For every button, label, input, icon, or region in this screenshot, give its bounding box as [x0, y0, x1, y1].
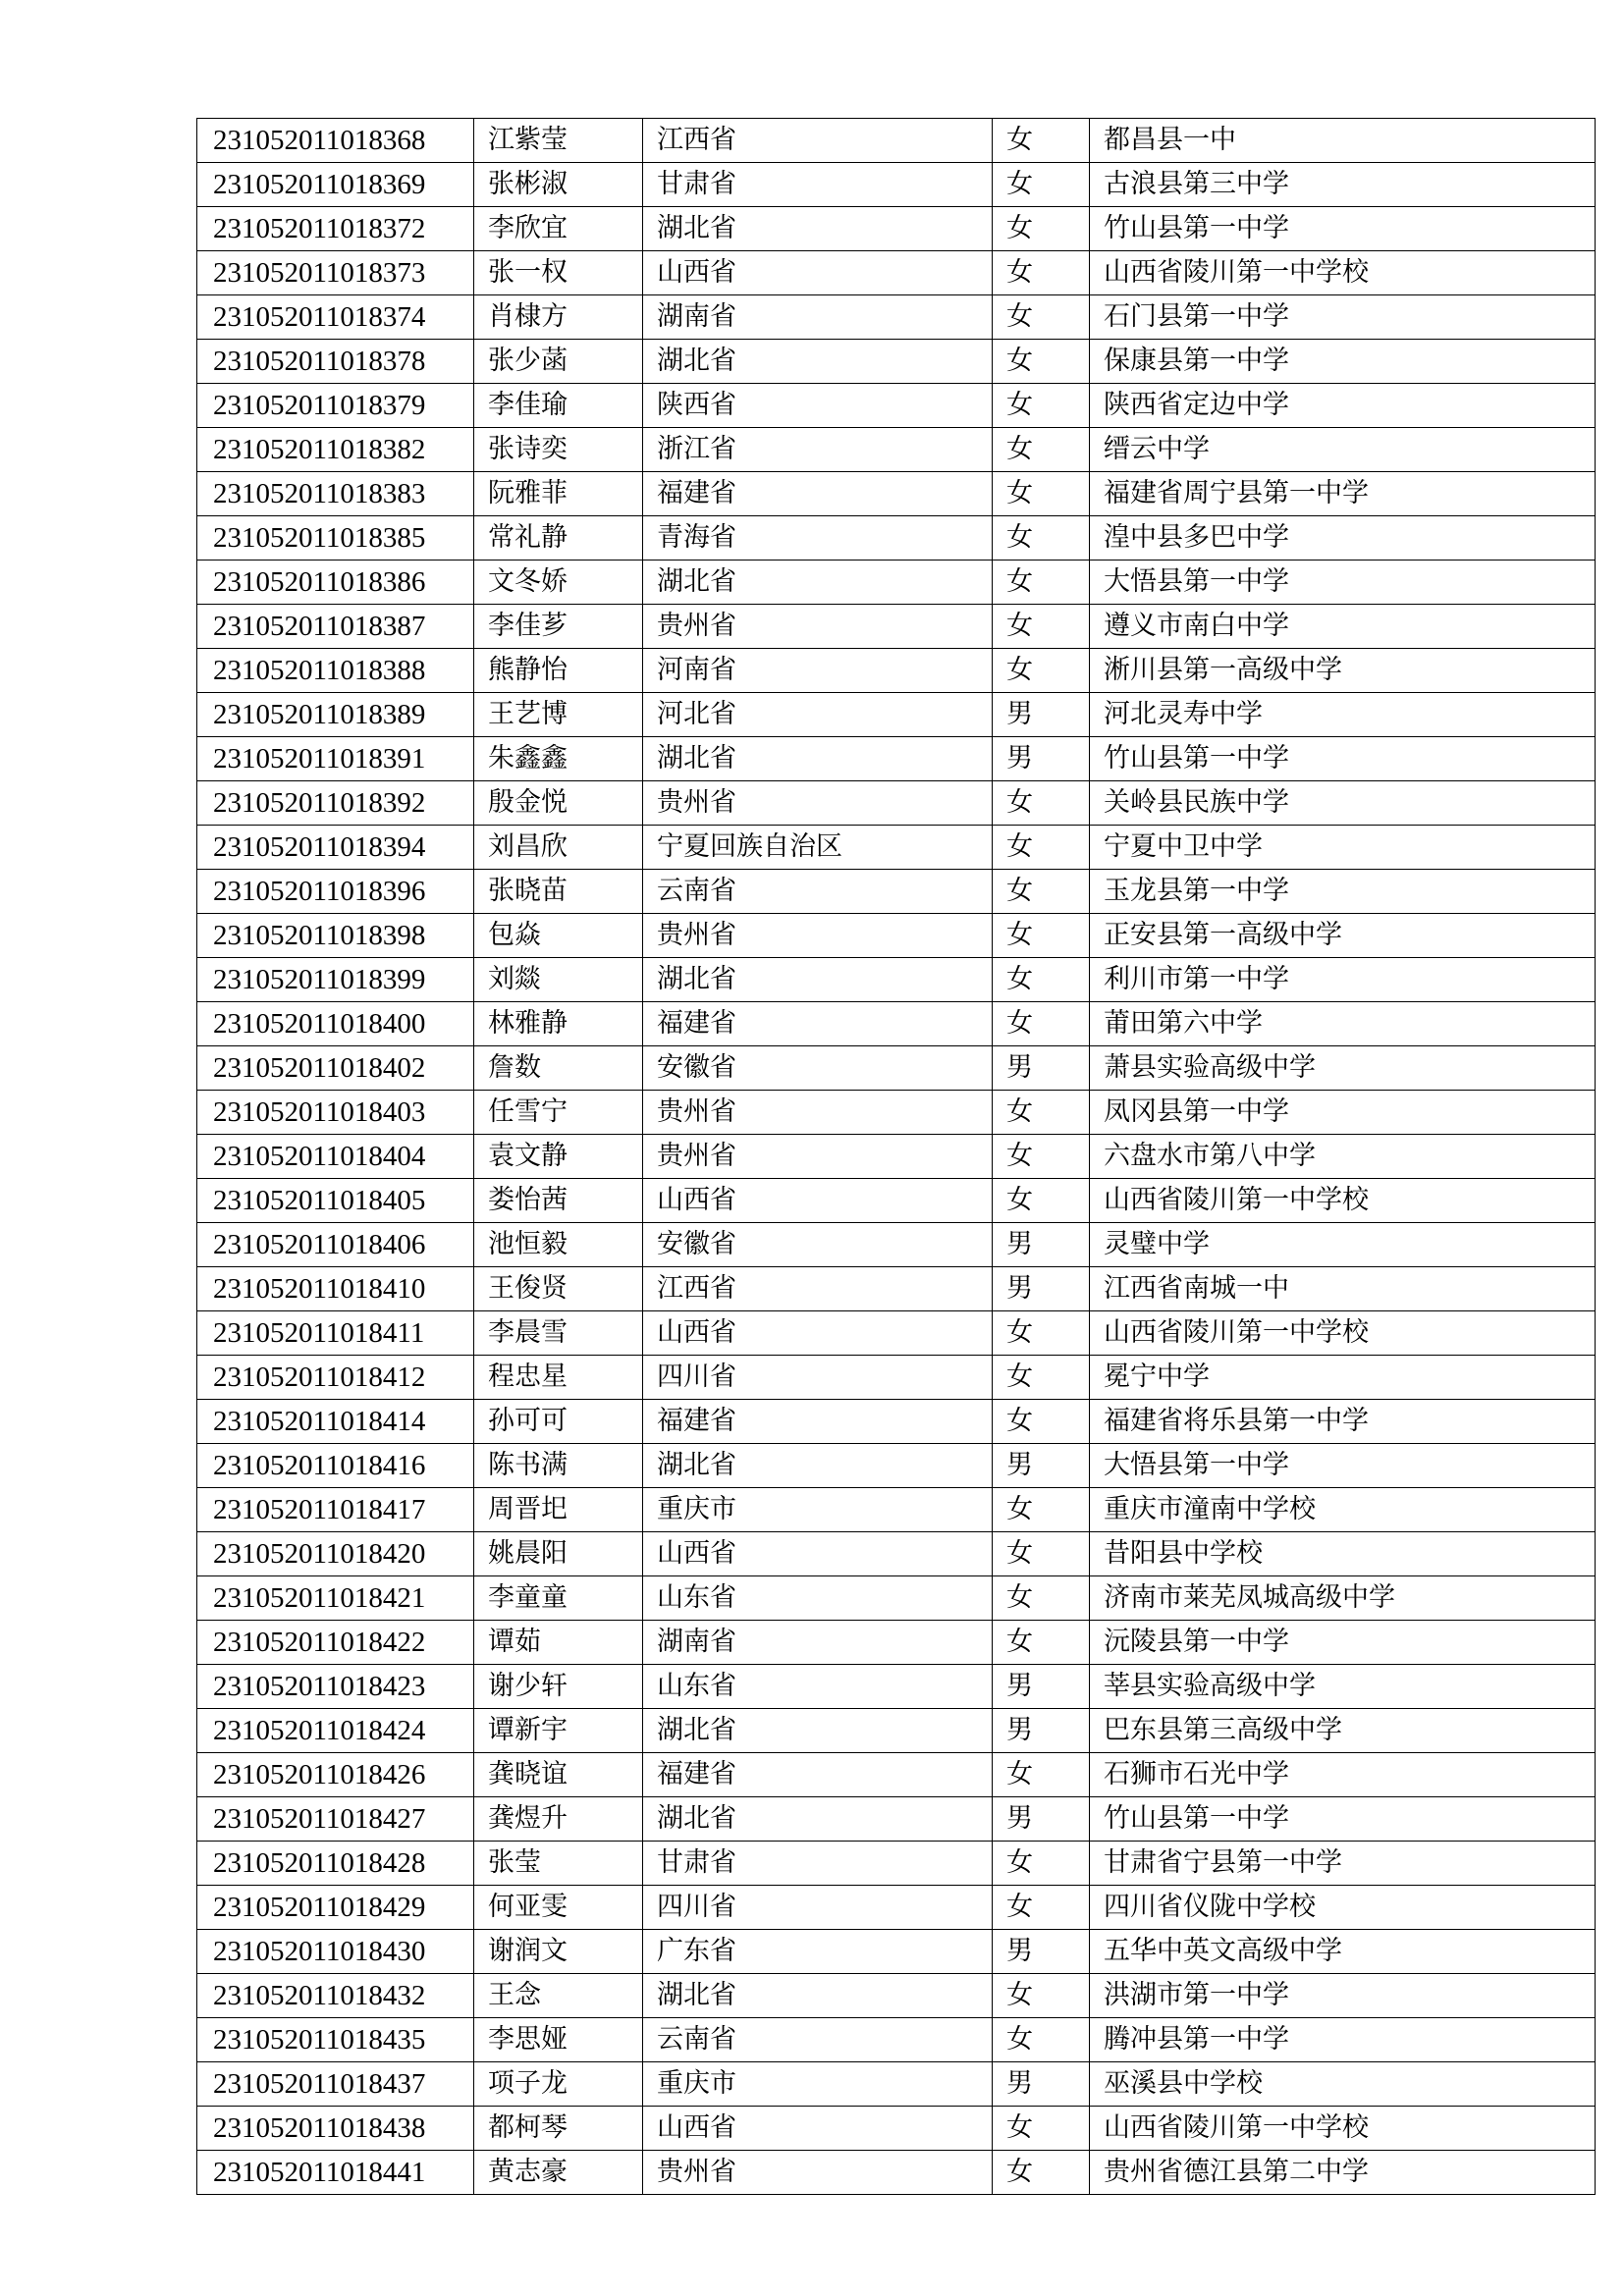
- province-cell: 福建省: [643, 1400, 993, 1444]
- student-table: [196, 118, 1596, 2195]
- student-id-cell: 231052011018394: [197, 826, 474, 870]
- student-id-cell: 231052011018400: [197, 1002, 474, 1046]
- table-row: [197, 1135, 1596, 1179]
- student-name-cell: 都柯琴: [474, 2107, 643, 2151]
- table-row: [197, 1665, 1596, 1709]
- student-id-cell: 231052011018391: [197, 737, 474, 781]
- gender-cell: 女: [993, 384, 1090, 428]
- school-cell: 大悟县第一中学: [1090, 1444, 1596, 1488]
- student-id-cell: 231052011018406: [197, 1223, 474, 1267]
- student-name-cell: 娄怡茜: [474, 1179, 643, 1223]
- province-cell: 四川省: [643, 1886, 993, 1930]
- table-row: [197, 1753, 1596, 1797]
- school-cell: 甘肃省宁县第一中学: [1090, 1842, 1596, 1886]
- table-row: [197, 1974, 1596, 2018]
- province-cell: 湖南省: [643, 295, 993, 340]
- table-row: [197, 2107, 1596, 2151]
- student-id-cell: 231052011018421: [197, 1576, 474, 1621]
- gender-cell: 男: [993, 1797, 1090, 1842]
- student-name-cell: 周晋圯: [474, 1488, 643, 1532]
- table-row: [197, 1179, 1596, 1223]
- student-name-cell: 程忠星: [474, 1356, 643, 1400]
- gender-cell: 女: [993, 2018, 1090, 2062]
- province-cell: 贵州省: [643, 2151, 993, 2195]
- table-row: [197, 1223, 1596, 1267]
- school-cell: 江西省南城一中: [1090, 1267, 1596, 1311]
- gender-cell: 女: [993, 207, 1090, 251]
- table-row: [197, 1311, 1596, 1356]
- school-cell: 福建省将乐县第一中学: [1090, 1400, 1596, 1444]
- student-name-cell: 刘燚: [474, 958, 643, 1002]
- table-row: [197, 295, 1596, 340]
- student-id-cell: 231052011018424: [197, 1709, 474, 1753]
- school-cell: 利川市第一中学: [1090, 958, 1596, 1002]
- province-cell: 湖北省: [643, 737, 993, 781]
- province-cell: 山西省: [643, 1532, 993, 1576]
- student-id-cell: 231052011018398: [197, 914, 474, 958]
- student-id-cell: 231052011018437: [197, 2062, 474, 2107]
- gender-cell: 女: [993, 1621, 1090, 1665]
- table-row: [197, 1532, 1596, 1576]
- student-id-cell: 231052011018402: [197, 1046, 474, 1091]
- gender-cell: 女: [993, 605, 1090, 649]
- province-cell: 湖北省: [643, 340, 993, 384]
- table-row: [197, 163, 1596, 207]
- gender-cell: 男: [993, 1223, 1090, 1267]
- province-cell: 云南省: [643, 2018, 993, 2062]
- student-id-cell: 231052011018403: [197, 1091, 474, 1135]
- student-id-cell: 231052011018429: [197, 1886, 474, 1930]
- student-id-cell: 231052011018420: [197, 1532, 474, 1576]
- student-name-cell: 姚晨阳: [474, 1532, 643, 1576]
- student-name-cell: 谢润文: [474, 1930, 643, 1974]
- student-id-cell: 231052011018392: [197, 781, 474, 826]
- table-row: [197, 1444, 1596, 1488]
- student-id-cell: 231052011018432: [197, 1974, 474, 2018]
- student-id-cell: 231052011018426: [197, 1753, 474, 1797]
- school-cell: 遵义市南白中学: [1090, 605, 1596, 649]
- gender-cell: 女: [993, 870, 1090, 914]
- table-row: [197, 1002, 1596, 1046]
- student-name-cell: 黄志豪: [474, 2151, 643, 2195]
- student-name-cell: 陈书满: [474, 1444, 643, 1488]
- province-cell: 山西省: [643, 1179, 993, 1223]
- student-name-cell: 常礼静: [474, 516, 643, 561]
- student-id-cell: 231052011018396: [197, 870, 474, 914]
- table-row: [197, 251, 1596, 295]
- student-id-cell: 231052011018414: [197, 1400, 474, 1444]
- student-name-cell: 袁文静: [474, 1135, 643, 1179]
- gender-cell: 女: [993, 1488, 1090, 1532]
- province-cell: 山西省: [643, 1311, 993, 1356]
- student-name-cell: 朱鑫鑫: [474, 737, 643, 781]
- student-name-cell: 阮雅菲: [474, 472, 643, 516]
- student-name-cell: 张一权: [474, 251, 643, 295]
- gender-cell: 男: [993, 1665, 1090, 1709]
- student-id-cell: 231052011018404: [197, 1135, 474, 1179]
- school-cell: 巴东县第三高级中学: [1090, 1709, 1596, 1753]
- province-cell: 贵州省: [643, 914, 993, 958]
- school-cell: 凤冈县第一中学: [1090, 1091, 1596, 1135]
- school-cell: 石门县第一中学: [1090, 295, 1596, 340]
- student-name-cell: 王俊贤: [474, 1267, 643, 1311]
- table-row: [197, 207, 1596, 251]
- school-cell: 河北灵寿中学: [1090, 693, 1596, 737]
- table-row: [197, 1797, 1596, 1842]
- province-cell: 江西省: [643, 119, 993, 163]
- province-cell: 江西省: [643, 1267, 993, 1311]
- school-cell: 四川省仪陇中学校: [1090, 1886, 1596, 1930]
- table-row: [197, 428, 1596, 472]
- province-cell: 云南省: [643, 870, 993, 914]
- province-cell: 甘肃省: [643, 1842, 993, 1886]
- province-cell: 福建省: [643, 472, 993, 516]
- gender-cell: 女: [993, 1091, 1090, 1135]
- school-cell: 竹山县第一中学: [1090, 207, 1596, 251]
- student-name-cell: 孙可可: [474, 1400, 643, 1444]
- student-name-cell: 龚晓谊: [474, 1753, 643, 1797]
- student-id-cell: 231052011018382: [197, 428, 474, 472]
- table-row: [197, 1709, 1596, 1753]
- gender-cell: 男: [993, 737, 1090, 781]
- province-cell: 山西省: [643, 2107, 993, 2151]
- school-cell: 山西省陵川第一中学校: [1090, 2107, 1596, 2151]
- student-id-cell: 231052011018383: [197, 472, 474, 516]
- student-id-cell: 231052011018405: [197, 1179, 474, 1223]
- student-name-cell: 江紫莹: [474, 119, 643, 163]
- table-row: [197, 1842, 1596, 1886]
- student-id-cell: 231052011018430: [197, 1930, 474, 1974]
- gender-cell: 女: [993, 1179, 1090, 1223]
- table-row: [197, 1488, 1596, 1532]
- school-cell: 灵璧中学: [1090, 1223, 1596, 1267]
- gender-cell: 女: [993, 914, 1090, 958]
- table-row: [197, 340, 1596, 384]
- student-name-cell: 龚煜升: [474, 1797, 643, 1842]
- province-cell: 贵州省: [643, 1091, 993, 1135]
- province-cell: 重庆市: [643, 1488, 993, 1532]
- province-cell: 福建省: [643, 1753, 993, 1797]
- student-name-cell: 李童童: [474, 1576, 643, 1621]
- student-id-cell: 231052011018422: [197, 1621, 474, 1665]
- student-name-cell: 张少菡: [474, 340, 643, 384]
- student-id-cell: 231052011018416: [197, 1444, 474, 1488]
- school-cell: 石狮市石光中学: [1090, 1753, 1596, 1797]
- table-row: [197, 693, 1596, 737]
- gender-cell: 女: [993, 340, 1090, 384]
- gender-cell: 女: [993, 472, 1090, 516]
- province-cell: 青海省: [643, 516, 993, 561]
- province-cell: 宁夏回族自治区: [643, 826, 993, 870]
- school-cell: 昔阳县中学校: [1090, 1532, 1596, 1576]
- student-id-cell: 231052011018372: [197, 207, 474, 251]
- student-name-cell: 李晨雪: [474, 1311, 643, 1356]
- student-name-cell: 詹数: [474, 1046, 643, 1091]
- gender-cell: 女: [993, 2107, 1090, 2151]
- table-row: [197, 1046, 1596, 1091]
- school-cell: 腾冲县第一中学: [1090, 2018, 1596, 2062]
- student-name-cell: 谭茹: [474, 1621, 643, 1665]
- student-id-cell: 231052011018387: [197, 605, 474, 649]
- school-cell: 山西省陵川第一中学校: [1090, 1311, 1596, 1356]
- table-row: [197, 958, 1596, 1002]
- student-id-cell: 231052011018369: [197, 163, 474, 207]
- school-cell: 竹山县第一中学: [1090, 1797, 1596, 1842]
- student-id-cell: 231052011018374: [197, 295, 474, 340]
- province-cell: 贵州省: [643, 781, 993, 826]
- province-cell: 湖北省: [643, 1444, 993, 1488]
- school-cell: 莘县实验高级中学: [1090, 1665, 1596, 1709]
- gender-cell: 女: [993, 251, 1090, 295]
- school-cell: 沅陵县第一中学: [1090, 1621, 1596, 1665]
- student-id-cell: 231052011018399: [197, 958, 474, 1002]
- table-row: [197, 781, 1596, 826]
- student-name-cell: 张莹: [474, 1842, 643, 1886]
- student-name-cell: 刘昌欣: [474, 826, 643, 870]
- student-name-cell: 张晓苗: [474, 870, 643, 914]
- student-name-cell: 张彬淑: [474, 163, 643, 207]
- gender-cell: 女: [993, 1532, 1090, 1576]
- school-cell: 古浪县第三中学: [1090, 163, 1596, 207]
- school-cell: 山西省陵川第一中学校: [1090, 251, 1596, 295]
- gender-cell: 男: [993, 1930, 1090, 1974]
- student-name-cell: 何亚雯: [474, 1886, 643, 1930]
- gender-cell: 女: [993, 2151, 1090, 2195]
- student-id-cell: 231052011018423: [197, 1665, 474, 1709]
- student-id-cell: 231052011018435: [197, 2018, 474, 2062]
- table-row: [197, 1621, 1596, 1665]
- student-name-cell: 谭新宇: [474, 1709, 643, 1753]
- gender-cell: 女: [993, 1356, 1090, 1400]
- province-cell: 安徽省: [643, 1223, 993, 1267]
- table-row: [197, 2018, 1596, 2062]
- school-cell: 宁夏中卫中学: [1090, 826, 1596, 870]
- province-cell: 湖北省: [643, 561, 993, 605]
- gender-cell: 男: [993, 1709, 1090, 1753]
- province-cell: 山西省: [643, 251, 993, 295]
- student-id-cell: 231052011018438: [197, 2107, 474, 2151]
- school-cell: 湟中县多巴中学: [1090, 516, 1596, 561]
- table-row: [197, 737, 1596, 781]
- gender-cell: 女: [993, 295, 1090, 340]
- table-row: [197, 1091, 1596, 1135]
- student-name-cell: 包焱: [474, 914, 643, 958]
- student-name-cell: 殷金悦: [474, 781, 643, 826]
- province-cell: 甘肃省: [643, 163, 993, 207]
- student-id-cell: 231052011018389: [197, 693, 474, 737]
- school-cell: 山西省陵川第一中学校: [1090, 1179, 1596, 1223]
- student-id-cell: 231052011018428: [197, 1842, 474, 1886]
- school-cell: 正安县第一高级中学: [1090, 914, 1596, 958]
- table-row: [197, 1400, 1596, 1444]
- province-cell: 湖北省: [643, 1709, 993, 1753]
- school-cell: 大悟县第一中学: [1090, 561, 1596, 605]
- gender-cell: 女: [993, 428, 1090, 472]
- gender-cell: 男: [993, 2062, 1090, 2107]
- table-row: [197, 605, 1596, 649]
- gender-cell: 男: [993, 1046, 1090, 1091]
- table-row: [197, 1576, 1596, 1621]
- province-cell: 河北省: [643, 693, 993, 737]
- school-cell: 福建省周宁县第一中学: [1090, 472, 1596, 516]
- province-cell: 安徽省: [643, 1046, 993, 1091]
- gender-cell: 男: [993, 1267, 1090, 1311]
- school-cell: 萧县实验高级中学: [1090, 1046, 1596, 1091]
- gender-cell: 女: [993, 1886, 1090, 1930]
- gender-cell: 女: [993, 516, 1090, 561]
- student-name-cell: 李思娅: [474, 2018, 643, 2062]
- school-cell: 冕宁中学: [1090, 1356, 1596, 1400]
- gender-cell: 女: [993, 1400, 1090, 1444]
- province-cell: 湖北省: [643, 207, 993, 251]
- table-row: [197, 119, 1596, 163]
- student-name-cell: 文冬娇: [474, 561, 643, 605]
- table-row: [197, 870, 1596, 914]
- school-cell: 关岭县民族中学: [1090, 781, 1596, 826]
- gender-cell: 女: [993, 826, 1090, 870]
- school-cell: 贵州省德江县第二中学: [1090, 2151, 1596, 2195]
- student-name-cell: 李欣宜: [474, 207, 643, 251]
- student-name-cell: 林雅静: [474, 1002, 643, 1046]
- gender-cell: 男: [993, 1444, 1090, 1488]
- gender-cell: 男: [993, 693, 1090, 737]
- student-name-cell: 熊静怡: [474, 649, 643, 693]
- student-id-cell: 231052011018378: [197, 340, 474, 384]
- student-id-cell: 231052011018417: [197, 1488, 474, 1532]
- gender-cell: 女: [993, 958, 1090, 1002]
- student-id-cell: 231052011018368: [197, 119, 474, 163]
- gender-cell: 女: [993, 1002, 1090, 1046]
- school-cell: 都昌县一中: [1090, 119, 1596, 163]
- school-cell: 重庆市潼南中学校: [1090, 1488, 1596, 1532]
- student-name-cell: 王念: [474, 1974, 643, 2018]
- gender-cell: 女: [993, 1135, 1090, 1179]
- student-name-cell: 池恒毅: [474, 1223, 643, 1267]
- gender-cell: 女: [993, 781, 1090, 826]
- gender-cell: 女: [993, 119, 1090, 163]
- table-row: [197, 2151, 1596, 2195]
- student-id-cell: 231052011018427: [197, 1797, 474, 1842]
- school-cell: 玉龙县第一中学: [1090, 870, 1596, 914]
- student-table-body: [197, 119, 1596, 2195]
- table-row: [197, 1886, 1596, 1930]
- table-row: [197, 1356, 1596, 1400]
- table-row: [197, 384, 1596, 428]
- province-cell: 四川省: [643, 1356, 993, 1400]
- gender-cell: 女: [993, 561, 1090, 605]
- province-cell: 湖北省: [643, 958, 993, 1002]
- school-cell: 洪湖市第一中学: [1090, 1974, 1596, 2018]
- student-id-cell: 231052011018373: [197, 251, 474, 295]
- student-name-cell: 李佳芗: [474, 605, 643, 649]
- gender-cell: 女: [993, 163, 1090, 207]
- gender-cell: 女: [993, 649, 1090, 693]
- province-cell: 浙江省: [643, 428, 993, 472]
- table-row: [197, 561, 1596, 605]
- gender-cell: 女: [993, 1842, 1090, 1886]
- province-cell: 福建省: [643, 1002, 993, 1046]
- gender-cell: 女: [993, 1974, 1090, 2018]
- province-cell: 贵州省: [643, 605, 993, 649]
- table-row: [197, 914, 1596, 958]
- gender-cell: 女: [993, 1311, 1090, 1356]
- gender-cell: 女: [993, 1576, 1090, 1621]
- student-id-cell: 231052011018379: [197, 384, 474, 428]
- province-cell: 湖南省: [643, 1621, 993, 1665]
- school-cell: 五华中英文高级中学: [1090, 1930, 1596, 1974]
- school-cell: 竹山县第一中学: [1090, 737, 1596, 781]
- student-id-cell: 231052011018410: [197, 1267, 474, 1311]
- province-cell: 重庆市: [643, 2062, 993, 2107]
- student-name-cell: 李佳瑜: [474, 384, 643, 428]
- school-cell: 淅川县第一高级中学: [1090, 649, 1596, 693]
- table-row: [197, 1267, 1596, 1311]
- student-name-cell: 谢少轩: [474, 1665, 643, 1709]
- school-cell: 济南市莱芜凤城高级中学: [1090, 1576, 1596, 1621]
- school-cell: 保康县第一中学: [1090, 340, 1596, 384]
- province-cell: 贵州省: [643, 1135, 993, 1179]
- student-list-sheet: [196, 118, 1595, 2195]
- student-id-cell: 231052011018412: [197, 1356, 474, 1400]
- school-cell: 莆田第六中学: [1090, 1002, 1596, 1046]
- student-name-cell: 项子龙: [474, 2062, 643, 2107]
- province-cell: 山东省: [643, 1665, 993, 1709]
- gender-cell: 女: [993, 1753, 1090, 1797]
- student-id-cell: 231052011018388: [197, 649, 474, 693]
- table-row: [197, 1930, 1596, 1974]
- school-cell: 六盘水市第八中学: [1090, 1135, 1596, 1179]
- province-cell: 河南省: [643, 649, 993, 693]
- province-cell: 陕西省: [643, 384, 993, 428]
- student-name-cell: 肖棣方: [474, 295, 643, 340]
- student-id-cell: 231052011018411: [197, 1311, 474, 1356]
- province-cell: 山东省: [643, 1576, 993, 1621]
- student-name-cell: 任雪宁: [474, 1091, 643, 1135]
- student-id-cell: 231052011018441: [197, 2151, 474, 2195]
- table-row: [197, 649, 1596, 693]
- province-cell: 湖北省: [643, 1797, 993, 1842]
- table-row: [197, 2062, 1596, 2107]
- school-cell: 陕西省定边中学: [1090, 384, 1596, 428]
- student-name-cell: 王艺博: [474, 693, 643, 737]
- table-row: [197, 516, 1596, 561]
- province-cell: 广东省: [643, 1930, 993, 1974]
- province-cell: 湖北省: [643, 1974, 993, 2018]
- student-name-cell: 张诗奕: [474, 428, 643, 472]
- student-id-cell: 231052011018386: [197, 561, 474, 605]
- table-row: [197, 472, 1596, 516]
- school-cell: 缙云中学: [1090, 428, 1596, 472]
- table-row: [197, 826, 1596, 870]
- student-id-cell: 231052011018385: [197, 516, 474, 561]
- school-cell: 巫溪县中学校: [1090, 2062, 1596, 2107]
